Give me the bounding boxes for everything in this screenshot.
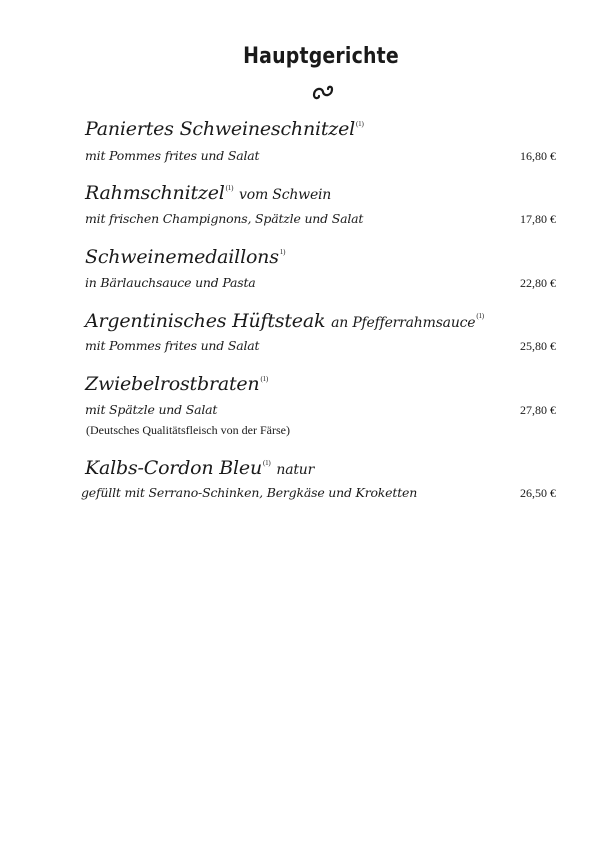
dish-price: 17,80 € (520, 212, 556, 226)
dish-name-line (85, 246, 285, 268)
dish-description: gefüllt mit Serrano-Schinken, Bergkäse und Kroketten (81, 485, 418, 500)
allergen-note: 1) (279, 248, 286, 256)
dish-description: mit Pommes frites und Salat (85, 338, 260, 353)
dish-name-suffix: vom Schwein (239, 187, 332, 203)
allergen-note: (1) (225, 184, 234, 192)
dish-name: Paniertes Schweineschnitzel (85, 118, 356, 140)
dish-name-line (85, 118, 364, 140)
dish-price: 25,80 € (520, 339, 556, 353)
dish-description: mit Pommes frites und Salat (85, 148, 260, 163)
dish-name: Rahmschnitzel (85, 182, 225, 204)
dish-description: in Bärlauchsauce und Pasta (85, 275, 256, 290)
allergen-note: (1) (356, 120, 364, 128)
allergen-note: (1) (476, 312, 484, 320)
dish-price: 27,80 € (520, 403, 556, 417)
dish-name: Kalbs-Cordon Bleu (85, 457, 262, 479)
allergen-note: (1) (263, 459, 271, 467)
dish-price: 16,80 € (520, 149, 556, 163)
dish-note: (Deutsches Qualitätsfleisch von der Färse) (86, 423, 290, 437)
page-title: Hauptgerichte (243, 44, 399, 69)
dish-name: Argentinisches Hüftsteak (85, 310, 326, 332)
dish-name-line (85, 457, 314, 479)
dish-name: Zwiebelrostbraten (85, 373, 260, 395)
dish-name-suffix: an Pfefferrahmsauce (331, 315, 476, 331)
dish-price: 22,80 € (520, 276, 556, 290)
dish-name-line (85, 182, 331, 204)
dish-price: 26,50 € (520, 486, 556, 500)
swirl-ornament-icon (311, 83, 335, 101)
allergen-note: (1) (260, 375, 269, 383)
dish-name-suffix: natur (276, 462, 315, 478)
dish-name-line (85, 373, 268, 395)
dish-name: Schweinemedaillons (85, 246, 279, 268)
dish-name-line (85, 310, 484, 332)
dish-description: mit Spätzle und Salat (85, 402, 218, 417)
dish-description: mit frischen Champignons, Spätzle und Salat (85, 211, 364, 226)
